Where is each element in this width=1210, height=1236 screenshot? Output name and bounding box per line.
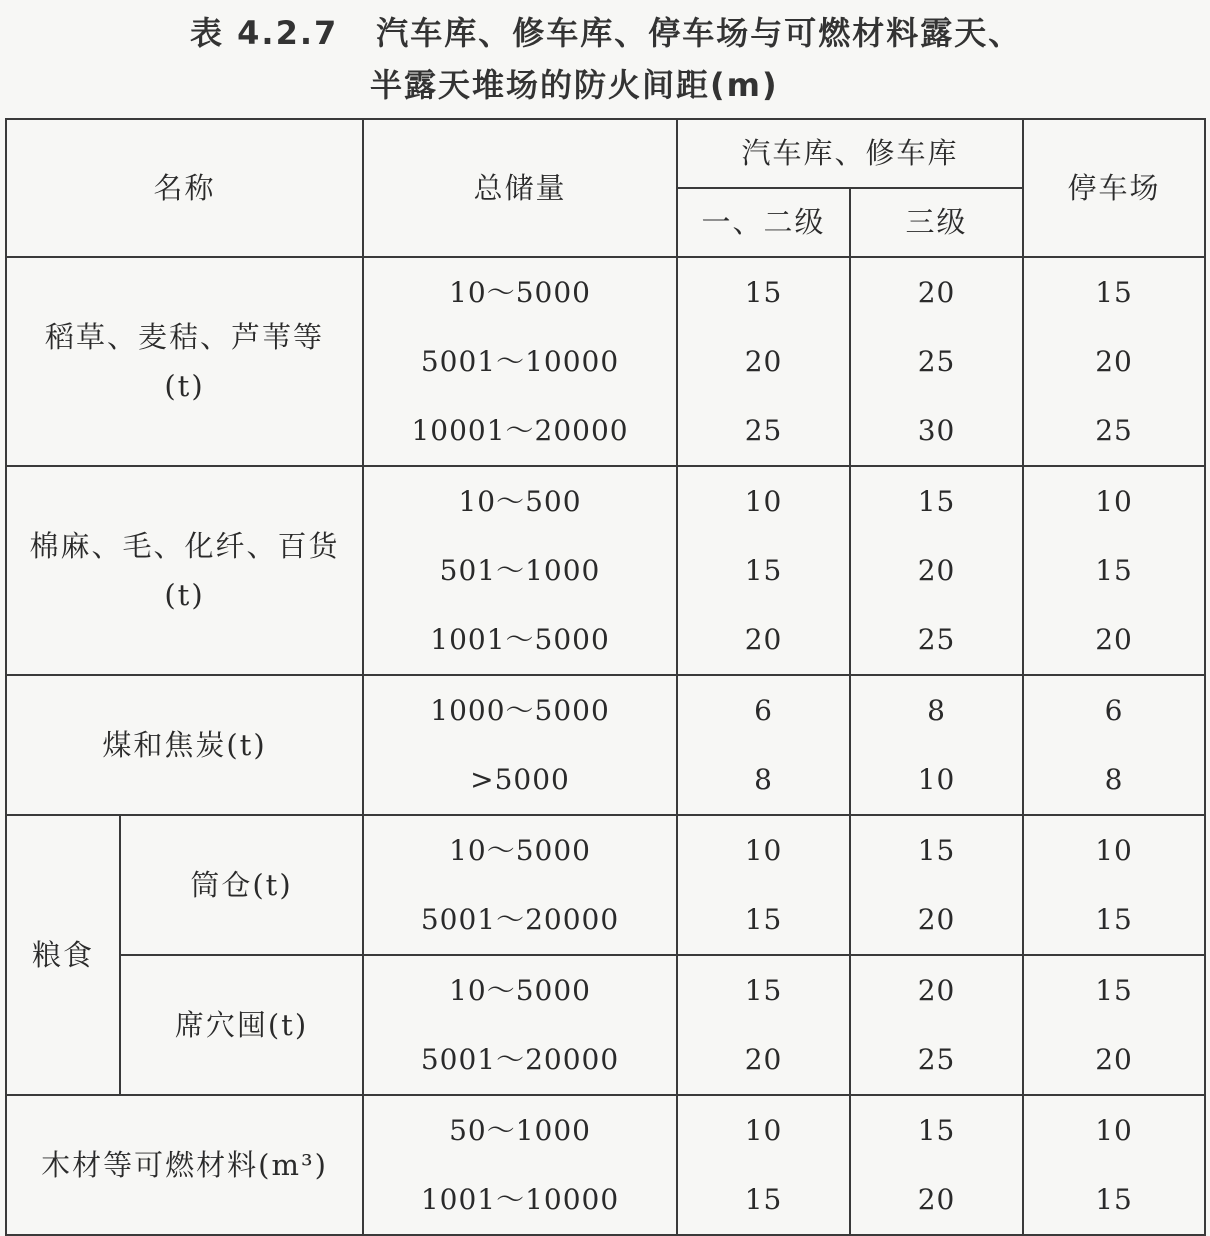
cell: 20 xyxy=(917,903,956,936)
cell: 15 xyxy=(744,1183,783,1216)
cell: 6 xyxy=(1104,694,1124,727)
cell: 15 xyxy=(1095,1183,1133,1216)
row-cotton-name xyxy=(6,466,363,675)
cotton-unit: (t) xyxy=(164,577,205,612)
header-total: 总储量 xyxy=(363,119,677,257)
cell: 10001～20000 xyxy=(411,414,629,447)
cell: 10 xyxy=(917,763,956,796)
grain-mat-name: 席穴囤(t) xyxy=(120,955,363,1095)
row-straw-name xyxy=(6,257,363,466)
silo-total xyxy=(363,815,677,955)
cell: 5001～10000 xyxy=(420,345,620,378)
cell: 1001～10000 xyxy=(420,1183,620,1216)
cell: 10～500 xyxy=(458,485,582,518)
wood-park xyxy=(1023,1095,1205,1235)
grain-silo-name: 筒仓(t) xyxy=(120,815,363,955)
straw-g3 xyxy=(850,257,1023,466)
grain-name: 粮食 xyxy=(6,815,120,1095)
cell: 15 xyxy=(917,485,956,518)
cell: 25 xyxy=(1095,414,1133,447)
header-name: 名称 xyxy=(6,119,363,257)
cell: 10 xyxy=(744,1114,783,1147)
cell: 10 xyxy=(1095,485,1133,518)
cell: 30 xyxy=(917,414,956,447)
cell: 10～5000 xyxy=(449,276,591,309)
silo-g3 xyxy=(850,815,1023,955)
cotton-total xyxy=(363,466,677,675)
caption-line-2: 半露天堆场的防火间距(m) xyxy=(370,66,779,104)
cell: 8 xyxy=(1104,763,1124,796)
cell: 10 xyxy=(744,834,783,867)
cell: 20 xyxy=(917,276,956,309)
wood-g12 xyxy=(677,1095,850,1235)
silo-g12 xyxy=(677,815,850,955)
cell: 15 xyxy=(917,834,956,867)
cell: 15 xyxy=(744,554,783,587)
cell: 8 xyxy=(754,763,773,796)
cell: 1001～5000 xyxy=(430,623,610,656)
cell: 20 xyxy=(1095,623,1133,656)
cell: 20 xyxy=(744,623,783,656)
cell: 10 xyxy=(1095,834,1133,867)
straw-total xyxy=(363,257,677,466)
cell: 15 xyxy=(1095,903,1133,936)
coal-g3 xyxy=(850,675,1023,815)
cotton-g3 xyxy=(850,466,1023,675)
cell: 20 xyxy=(1095,1043,1133,1076)
cell: 8 xyxy=(927,694,946,727)
coal-name: 煤和焦炭(t) xyxy=(6,675,363,815)
cell: 10 xyxy=(744,485,783,518)
caption-text-1: 汽车库、修车库、停车场与可燃材料露天、 xyxy=(376,14,1023,52)
straw-g12 xyxy=(677,257,850,466)
wood-total xyxy=(363,1095,677,1235)
cell: 15 xyxy=(744,974,783,1007)
cell: 5001～20000 xyxy=(420,903,620,936)
fire-distance-table xyxy=(5,118,1206,1236)
cell: 10～5000 xyxy=(449,974,591,1007)
cell: 15 xyxy=(1095,554,1133,587)
cell: 15 xyxy=(1095,974,1133,1007)
cell: 20 xyxy=(1095,345,1133,378)
silo-park xyxy=(1023,815,1205,955)
cell: 15 xyxy=(744,276,783,309)
cell: 15 xyxy=(744,903,783,936)
header-garage: 汽车库、修车库 xyxy=(677,119,1023,188)
cell: 501～1000 xyxy=(439,554,601,587)
cotton-park xyxy=(1023,466,1205,675)
caption-line-1 xyxy=(190,8,1022,54)
straw-park xyxy=(1023,257,1205,466)
mat-g12 xyxy=(677,955,850,1095)
wood-name: 木材等可燃材料(m³) xyxy=(6,1095,363,1235)
cell: 20 xyxy=(917,1183,956,1216)
cell: 5001～20000 xyxy=(420,1043,620,1076)
cell: 6 xyxy=(754,694,773,727)
coal-park xyxy=(1023,675,1205,815)
cell: 15 xyxy=(1095,276,1133,309)
mat-g3 xyxy=(850,955,1023,1095)
header-grade12: 一、二级 xyxy=(677,188,850,257)
cell: 10～5000 xyxy=(449,834,591,867)
coal-g12 xyxy=(677,675,850,815)
cotton-g12 xyxy=(677,466,850,675)
cell: 50～1000 xyxy=(449,1114,591,1147)
header-parking: 停车场 xyxy=(1023,119,1205,257)
cell: 20 xyxy=(917,554,956,587)
cell: 1000～5000 xyxy=(430,694,610,727)
cotton-name: 棉麻、毛、化纤、百货 xyxy=(29,528,340,563)
coal-total xyxy=(363,675,677,815)
cell: 20 xyxy=(744,1043,783,1076)
cell: 10 xyxy=(1095,1114,1133,1147)
cell: 25 xyxy=(744,414,783,447)
straw-name: 稻草、麦秸、芦苇等 xyxy=(45,319,325,354)
header-grade3: 三级 xyxy=(850,188,1023,257)
cell: 20 xyxy=(744,345,783,378)
cell: 25 xyxy=(917,623,956,656)
wood-g3 xyxy=(850,1095,1023,1235)
table-number: 表 4.2.7 xyxy=(190,14,339,52)
cell: >5000 xyxy=(470,763,570,796)
cell: 20 xyxy=(917,974,956,1007)
mat-park xyxy=(1023,955,1205,1095)
straw-unit: (t) xyxy=(164,368,205,403)
mat-total xyxy=(363,955,677,1095)
cell: 25 xyxy=(917,345,956,378)
cell: 25 xyxy=(917,1043,956,1076)
cell: 15 xyxy=(917,1114,956,1147)
